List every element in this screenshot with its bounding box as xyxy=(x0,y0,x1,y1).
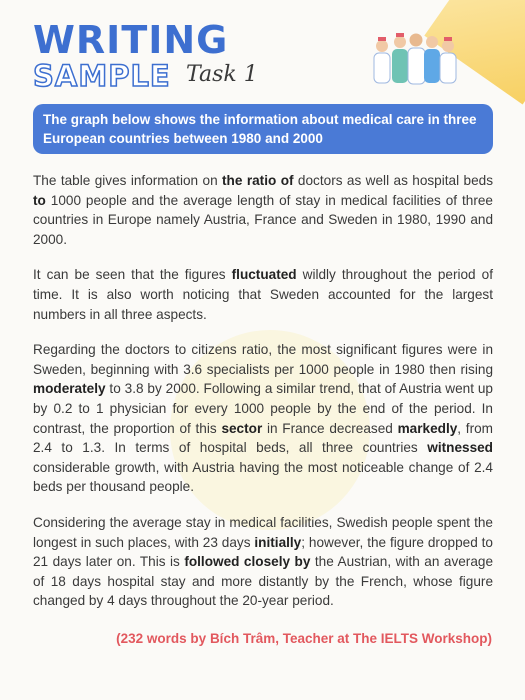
text-segment: the Austrian, with an average of 18 days hospital stay and more distantly by the French, whose figure changed by 4 days throughout the 20-year period. xyxy=(33,554,494,609)
text-segment: 1000 people and the average length of stay in medical facilities of three countries in Europe namely Austria, France and Sweden in 1980, 1990 and 2000. xyxy=(33,192,493,247)
bold-phrase: markedly xyxy=(397,420,458,436)
author-credit: (232 words by Bích Trâm, Teacher at The IELTS Workshop) xyxy=(116,631,492,646)
text-segment: to 3.8 by 2000. Following a similar trend, that of Austria went up by 0.2 to 1 physician for every 1000 people by the end of the period. In contrast, the proportion of this xyxy=(33,381,493,436)
essay-paragraph-1 xyxy=(33,171,493,249)
bold-phrase: moderately xyxy=(33,381,106,397)
title-sample: SAMPLE xyxy=(33,59,171,93)
essay-paragraph-3 xyxy=(33,340,493,497)
text-segment: It can be seen that the figures xyxy=(33,267,232,283)
bold-phrase: to xyxy=(33,192,46,208)
bold-phrase: initially xyxy=(254,534,302,550)
task-prompt: The graph below shows the information about medical care in three European countries between 1980 and 2000 xyxy=(33,104,493,154)
text-segment: Regarding the doctors to citizens ratio, the most significant figures were in Sweden, beginning with 3.6 specialists per 1000 people in 1980 then rising xyxy=(33,342,493,377)
text-segment: ; however, the figure dropped to 21 days later on. This is xyxy=(33,534,493,570)
bold-phrase: the ratio of xyxy=(222,173,294,188)
text-segment: considerable growth, with Austria having the most noticeable change of 2.4 beds per thousand people. xyxy=(33,459,493,495)
bold-phrase: fluctuated xyxy=(231,267,297,283)
bold-phrase: witnessed xyxy=(427,440,493,456)
text-segment: Considering the average stay in medical facilities, Swedish people spent the longest in such places, with 23 days xyxy=(33,514,493,550)
bold-phrase: followed closely by xyxy=(184,554,311,570)
essay-paragraph-2 xyxy=(33,265,493,324)
essay-body xyxy=(33,171,493,627)
bold-phrase: sector xyxy=(221,420,263,436)
text-segment: The table gives information on xyxy=(33,173,223,188)
text-segment: , from 2.4 to 1.3. In terms of hospital beds, all three countries xyxy=(33,420,493,456)
text-segment: doctors as well as hospital beds xyxy=(293,173,494,188)
essay-paragraph-4 xyxy=(33,513,493,611)
doctors-group-illustration xyxy=(370,28,460,98)
title-writing: WRITING xyxy=(33,18,229,62)
task-label: Task 1 xyxy=(186,62,258,87)
text-segment: in France decreased xyxy=(262,420,398,436)
text-segment: wildly throughout the period of time. It is also worth noticing that Sweden accounted for the largest numbers in all three aspects. xyxy=(33,267,493,322)
